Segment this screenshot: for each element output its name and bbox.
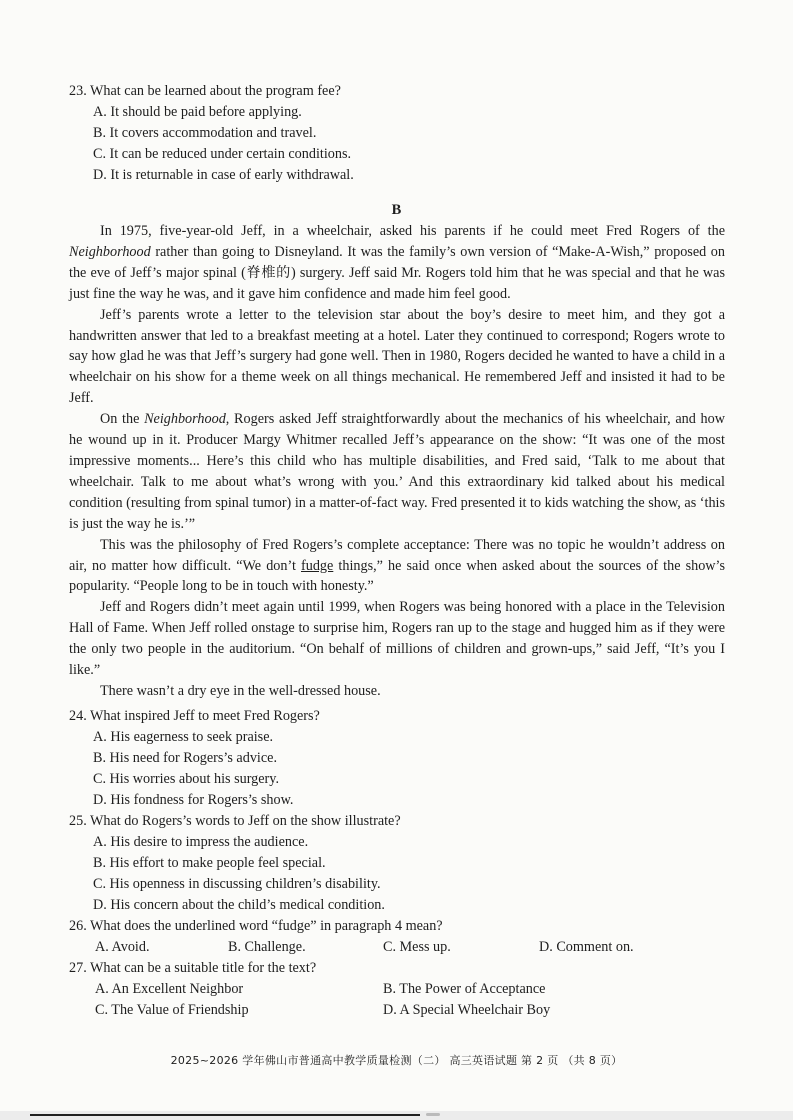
paragraph-3 — [69, 409, 725, 534]
question-stem: 25. What do Rogers’s words to Jeff on the show illustrate? — [69, 813, 401, 829]
option-b: B. Challenge. — [228, 939, 306, 955]
option-d: D. His concern about the child’s medical condition. — [93, 897, 385, 913]
option-d: D. His fondness for Rogers’s show. — [93, 792, 294, 808]
section-title: B — [391, 202, 402, 218]
option-c: C. Mess up. — [383, 939, 451, 955]
show-title: Neighborhood — [144, 411, 226, 428]
option-c: C. The Value of Friendship — [95, 1002, 249, 1018]
option-a: A. An Excellent Neighbor — [95, 981, 244, 997]
question-stem: 24. What inspired Jeff to meet Fred Rogers? — [69, 708, 320, 724]
option-b: B. It covers accommodation and travel. — [93, 125, 317, 141]
option-d: D. Comment on. — [539, 939, 634, 955]
paragraph-2: Jeff’s parents wrote a letter to the television star about the boy’s desire to meet him, and they got a handwritten answer that led to a breakfast meeting at a hotel. Later they continued to correspond; Rogers wrote to say how glad he was that Jeff’s surgery had gone well. Then in 1980, Rogers decided he wanted to have a child in a wheelchair on his show for a theme week on all things mechanical. He remembered Jeff and insisted it had to be Jeff. — [69, 306, 725, 407]
paragraph-5: Jeff and Rogers didn’t meet again until 1999, when Rogers was being honored with a place in the Television Hall of Fame. When Jeff rolled onstage to surprise him, Rogers ran up to the stage and hugged him as if they were the only two people in the auditorium. “On behalf of millions of children and grown-ups,” said Jeff, “It’s you I like.” — [69, 599, 725, 679]
option-b: B. His effort to make people feel special. — [93, 855, 326, 871]
scroll-indicator — [30, 1114, 420, 1116]
paragraph-text: , Rogers asked Jeff straightforwardly about the mechanics of his wheelchair, and how he wound up in it. Producer Margy Whitmer recalled Jeff’s appearance on the show: “It was one of the most impressive moments... Here’s this child who has multiple disabilities, and Fred said, ‘Talk to me about that wheelchair. Talk to me about what’s wrong with you.’ And this extraordinary kid talked about his medical condition (resulting from spinal tumor) in a matter-of-fact way. Fred presented it to kids watching the show, as ‘this is just the way he is.’” — [69, 411, 725, 532]
question-stem: 27. What can be a suitable title for the text? — [69, 960, 317, 976]
option-c: C. His openness in discussing children’s disability. — [93, 876, 381, 892]
paragraph-4 — [69, 535, 725, 598]
paragraph-1 — [69, 221, 725, 305]
option-b: B. His need for Rogers’s advice. — [93, 750, 278, 766]
paragraph-6: There wasn’t a dry eye in the well-dressed house. — [100, 682, 381, 699]
question-26 — [69, 916, 729, 958]
option-a: A. His desire to impress the audience. — [93, 834, 309, 850]
option-a: A. His eagerness to seek praise. — [93, 729, 274, 745]
question-27 — [69, 958, 729, 1021]
page-footer: 2025~2026 学年佛山市普通高中教学质量检测（二） 高三英语试题 第 2 页 （共 8 页） — [170, 1054, 623, 1067]
question-stem: 23. What can be learned about the program fee? — [69, 83, 341, 99]
question-25 — [69, 811, 729, 916]
options-row — [69, 979, 729, 1000]
option-d: D. A Special Wheelchair Boy — [383, 1002, 551, 1018]
paragraph-text: rather than going to Disneyland. It was the family’s own version of “Make-A-Wish,” proposed on the eve of Jeff’s major spinal (脊椎的) surgery. Jeff said Mr. Rogers told him that he was special and that he was just fine the way he was, and it gave him confidence and made him feel good. — [69, 243, 725, 302]
paragraph-text: things,” he said once when asked about the sources of the show’s popularity. “People long to be in touch with honesty.” — [69, 557, 725, 595]
paragraph-text: In 1975, five-year-old Jeff, in a wheelchair, asked his parents if he could meet Fred Rogers of the — [100, 223, 725, 239]
question-stem: 26. What does the underlined word “fudge” in paragraph 4 mean? — [69, 918, 443, 934]
option-c: C. It can be reduced under certain conditions. — [93, 146, 352, 162]
show-title: Neighborhood — [69, 243, 151, 260]
question-23 — [69, 81, 729, 186]
option-c: C. His worries about his surgery. — [93, 771, 279, 787]
options-row — [69, 1000, 729, 1021]
option-b: B. The Power of Acceptance — [383, 981, 546, 997]
option-a: A. Avoid. — [95, 939, 150, 955]
options-row — [69, 937, 729, 958]
option-a: A. It should be paid before applying. — [93, 104, 302, 120]
paragraph-text: This was the philosophy of Fred Rogers’s complete acceptance: There was no topic he wouldn’t address on air, no matter how difficult. “We don’t — [69, 536, 725, 574]
paragraph-text: On the — [100, 411, 145, 428]
option-d: D. It is returnable in case of early withdrawal. — [93, 167, 354, 183]
scroll-dot — [426, 1113, 440, 1116]
question-24 — [69, 706, 729, 811]
reading-passage — [69, 221, 725, 702]
underlined-word: fudge — [301, 557, 334, 574]
